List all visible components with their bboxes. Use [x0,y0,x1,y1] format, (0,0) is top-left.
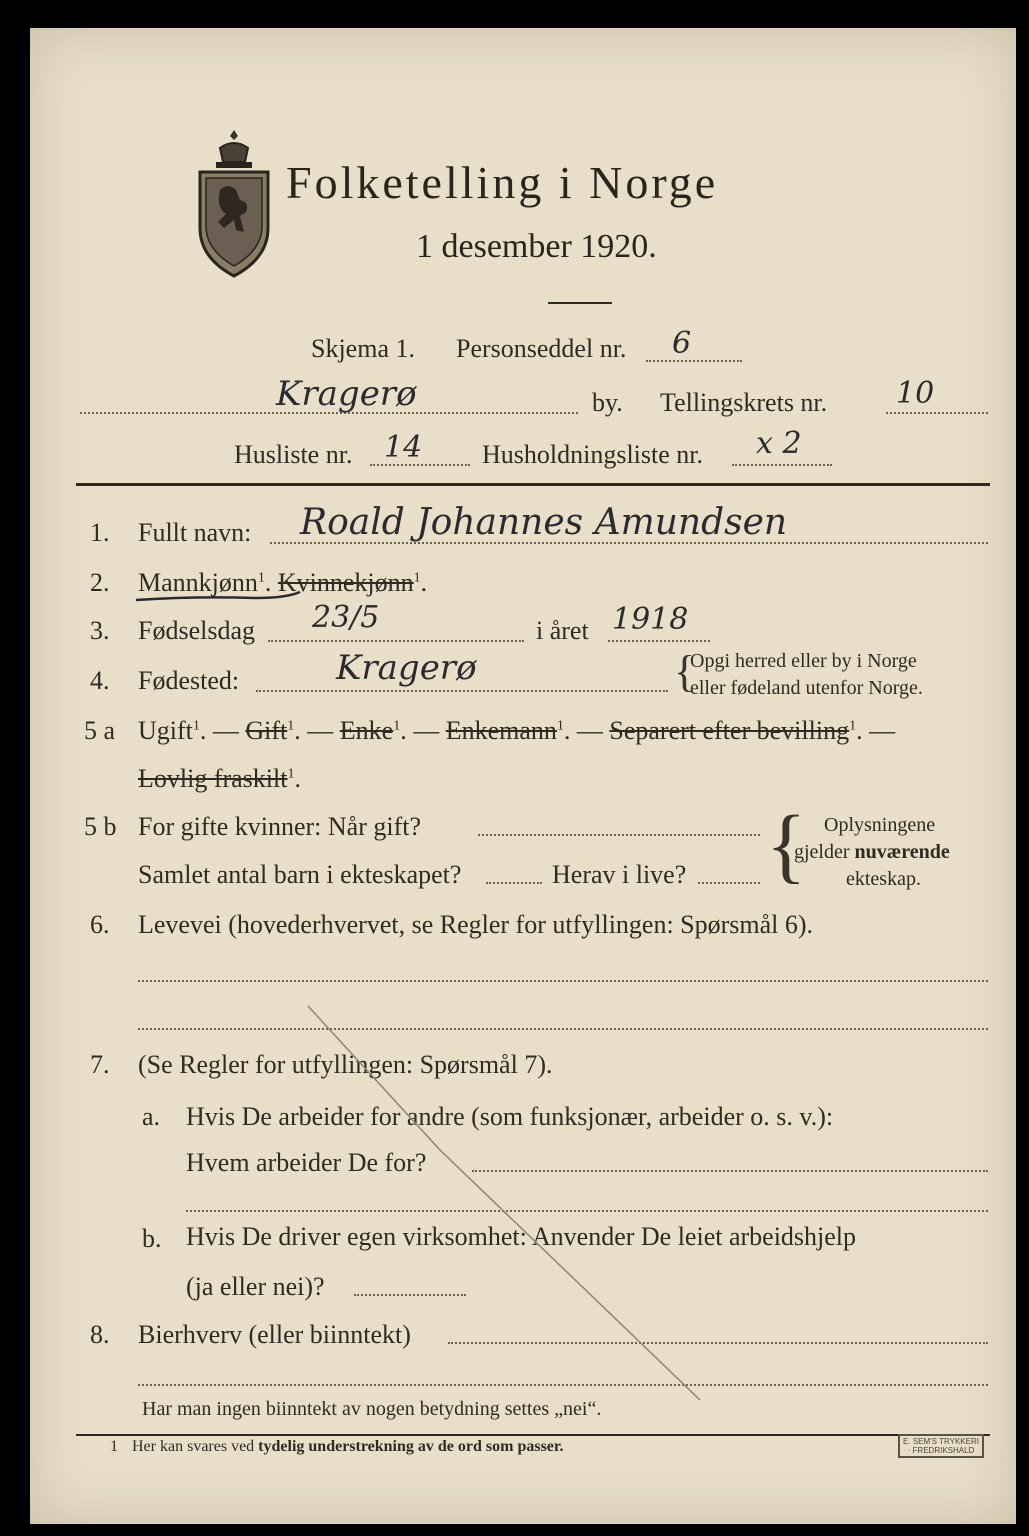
footnote-text [132,1438,564,1456]
q4-line [256,690,668,692]
q4-number: 4. [90,666,110,695]
q5a-gift[interactable]: Gift [245,716,288,745]
q5b-note-1: Oplysningene [824,814,936,836]
q2-kvinne[interactable]: Kvinnekjønn [277,568,414,597]
q3-birthdate-value[interactable]: 23/5 [312,600,380,635]
q5a-line2: Lovlig fraskilt$^1$. [138,764,301,793]
footnote-text-b: tydelig understrekning av de ord som passer. [258,1438,564,1455]
q5b-note-3: ekteskap. [846,868,921,890]
title-divider [548,302,612,304]
footer-rule [76,1434,990,1436]
q2-sep: . [264,568,272,597]
q8-note: Har man ingen biinntekt av nogen betydning settes „nei“. [142,1398,602,1420]
q5b-line2a: Samlet antal barn i ekteskapet? [138,860,462,889]
footnote-text-a: Her kan svares ved [132,1438,255,1455]
dash-2: — [307,716,334,745]
tellingskrets-value[interactable]: 10 [896,376,935,411]
q3-year-line [608,640,710,642]
q7b-text: Hvis De driver egen virksomhet: Anvender De leiet arbeidshjelp [186,1222,857,1251]
q3-number: 3. [90,616,110,645]
norwegian-coat-of-arms-icon [190,128,278,280]
husholdning-value[interactable]: x 2 [756,426,802,461]
q3-year-label: i året [536,616,589,645]
q4-birthplace-value[interactable]: Kragerø [336,648,477,688]
q2-end: . [420,568,428,597]
q7a-text: Hvis De arbeider for andre (som funksjonær, arbeider o. s. v.): [186,1102,834,1131]
printer-stamp: E. SEM'S TRYKKERI · FREDRIKSHALD [898,1434,984,1458]
q5b-number: 5 b [84,812,117,841]
q2-mann-sup: 1 [257,570,265,586]
husliste-label: Husliste nr. [234,440,353,469]
tellingskrets-line [886,412,988,414]
q8-number: 8. [90,1320,110,1349]
q5a-separert[interactable]: Separert efter bevilling [609,716,850,745]
q3-year-value[interactable]: 1918 [612,602,689,637]
personseddel-label: Personseddel nr. [456,334,627,363]
q4-brace: { [674,647,696,696]
q5b-note-2 [794,841,950,864]
q5b-barn-field[interactable] [486,882,542,884]
q5b-note-2a: gjelder [794,841,850,863]
q5a-number: 5 a [84,716,116,745]
q5b-i-live-field[interactable] [698,882,760,884]
q2-kvinne-sup: 1 [413,570,421,586]
q5b-note-2b: nuværende [854,841,950,863]
dash-4: — [576,716,603,745]
dash-3: — [413,716,440,745]
q5a-options: Ugift$^1$. — Gift$^1$. — Enke$^1$. — Enkemann$^1$. — Separert efter bevilling$^1$. — [138,716,896,745]
q5b-line2b: Herav i live? [552,860,687,889]
q7a-text2: Hvem arbeider De for? [186,1148,427,1177]
q6-number: 6. [90,910,110,939]
q5b-brace: { [766,799,807,892]
mannkjonn-underline [134,590,304,608]
q5a-ugift[interactable]: Ugift [138,716,193,745]
husliste-value[interactable]: 14 [384,430,423,465]
personseddel-value[interactable]: 6 [672,326,692,361]
husholdning-label: Husholdningsliste nr. [482,440,704,469]
q6-field-1[interactable] [138,980,988,982]
personseddel-line [646,360,742,362]
q7-number: 7. [90,1050,110,1079]
q4-note-2: eller fødeland utenfor Norge. [690,677,923,699]
q5b-line1: For gifte kvinner: Når gift? [138,812,422,841]
tellingskrets-label: Tellingskrets nr. [660,388,828,417]
q5a-enkemann[interactable]: Enkemann [445,716,557,745]
q3-label: Fødselsdag [138,616,255,645]
by-value[interactable]: Kragerø [276,374,417,414]
skjema-label: Skjema 1. [311,334,415,363]
dash-5: — [869,716,896,745]
footnote-mark: 1 [110,1438,118,1455]
q1-number: 1. [90,518,110,547]
form-title: Folketelling i Norge [286,157,719,208]
q2-number: 2. [90,568,110,597]
dash-1: — [212,716,239,745]
diagonal-strike-mark [300,1000,720,1420]
q5a-lovlig[interactable]: Lovlig fraskilt [138,764,288,793]
q2-mann[interactable]: Mannkjønn [138,568,258,597]
q1-full-name-value[interactable]: Roald Johannes Amundsen [300,502,788,543]
by-label: by. [592,388,623,417]
q1-label: Fullt navn: [138,518,252,547]
q3-date-line [268,640,524,642]
q7b-text2: (ja eller nei)? [186,1272,325,1301]
form-subtitle: 1 desember 1920. [416,228,657,265]
q7a-letter: a. [142,1102,161,1131]
q4-note-1: Opgi herred eller by i Norge [690,650,917,672]
header-rule [76,483,990,486]
q7b-letter: b. [142,1224,162,1253]
q8-label: Bierhverv (eller biinntekt) [138,1320,411,1349]
q4-label: Fødested: [138,666,240,695]
q5b-naar-gift-field[interactable] [478,834,760,836]
q7-label: (Se Regler for utfyllingen: Spørsmål 7). [138,1050,553,1079]
q5a-enke[interactable]: Enke [339,716,394,745]
q6-label: Levevei (hovederhvervet, se Regler for utfyllingen: Spørsmål 6). [138,910,814,939]
husholdning-line [732,464,832,466]
